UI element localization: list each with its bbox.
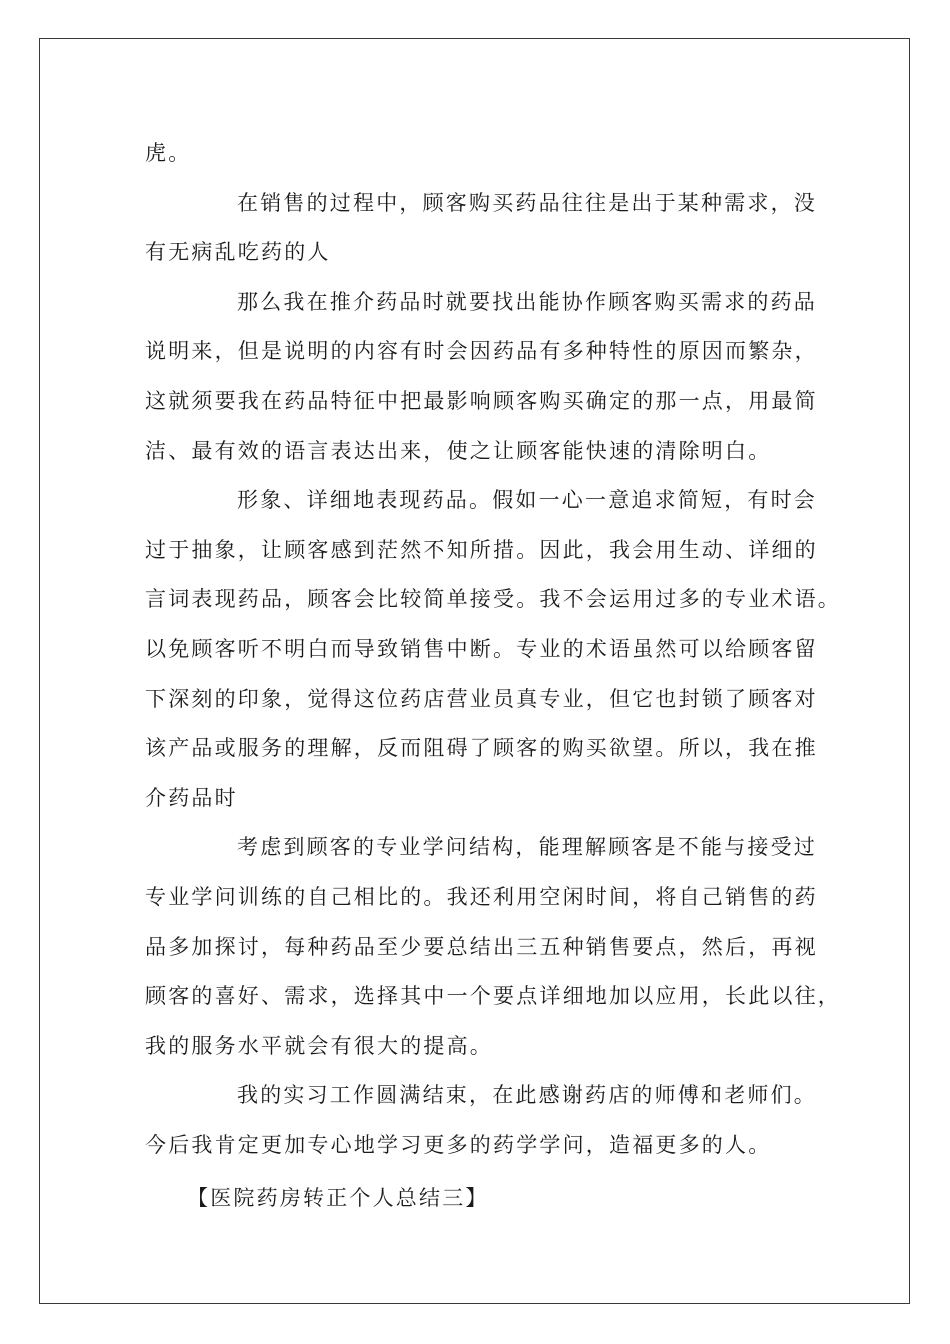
text-line: 下深刻的印象，觉得这位药店营业员真专业，但它也封锁了顾客对 bbox=[145, 686, 818, 711]
section-heading: 【医院药房转正个人总结三】 bbox=[187, 1186, 489, 1211]
paragraph bbox=[145, 179, 820, 278]
text-line: 顾客的喜好、需求，选择其中一个要点详细地加以应用，长此以往， bbox=[145, 984, 841, 1009]
paragraph bbox=[145, 278, 820, 476]
text-line: 我的服务水平就会有很大的提高。 bbox=[145, 1033, 493, 1058]
text-line: 言词表现药品，顾客会比较简单接受。我不会运用过多的专业术语。 bbox=[145, 587, 841, 612]
text-line: 该产品或服务的理解，反而阻碍了顾客的购买欲望。所以，我在推 bbox=[145, 736, 818, 761]
text-line: 那么我在推介药品时就要找出能协作顾客购买需求的药品 bbox=[237, 289, 817, 314]
text-line: 虎。 bbox=[145, 141, 192, 165]
paragraph bbox=[145, 1071, 820, 1170]
text-line: 专业学问训练的自己相比的。我还利用空闲时间，将自己销售的药 bbox=[145, 884, 818, 909]
document-body bbox=[145, 129, 841, 1224]
text-line: 有无病乱吃药的人 bbox=[145, 240, 331, 265]
text-line: 形象、详细地表现药品。假如一心一意追求简短，有时会 bbox=[237, 488, 817, 513]
text-line: 在销售的过程中，顾客购买药品往往是出于某种需求，没 bbox=[237, 190, 817, 215]
text-line: 洁、最有效的语言表达出来，使之让顾客能快速的清除明白。 bbox=[145, 438, 772, 463]
text-line: 过于抽象，让顾客感到茫然不知所措。因此，我会用生动、详细的 bbox=[145, 537, 818, 562]
text-line: 说明来，但是说明的内容有时会因药品有多种特性的原因而繁杂， bbox=[145, 339, 818, 364]
text-line: 今后我肯定更加专心地学习更多的药学学问，造福更多的人。 bbox=[145, 1132, 772, 1157]
paragraph bbox=[145, 129, 820, 179]
paragraph bbox=[145, 823, 841, 1071]
text-line: 考虑到顾客的专业学问结构，能理解顾客是不能与接受过 bbox=[237, 835, 817, 860]
text-line: 我的实习工作圆满结束，在此感谢药店的师傅和老师们。 bbox=[237, 1083, 817, 1108]
section-heading-block bbox=[145, 1174, 820, 1224]
text-line: 品多加探讨，每种药品至少要总结出三五种销售要点，然后，再视 bbox=[145, 934, 818, 959]
paragraph bbox=[145, 476, 841, 823]
text-line: 介药品时 bbox=[145, 785, 238, 810]
text-line: 以免顾客听不明白而导致销售中断。专业的术语虽然可以给顾客留 bbox=[145, 636, 818, 661]
text-line: 这就须要我在药品特征中把最影响顾客购买确定的那一点，用最简 bbox=[145, 388, 818, 413]
